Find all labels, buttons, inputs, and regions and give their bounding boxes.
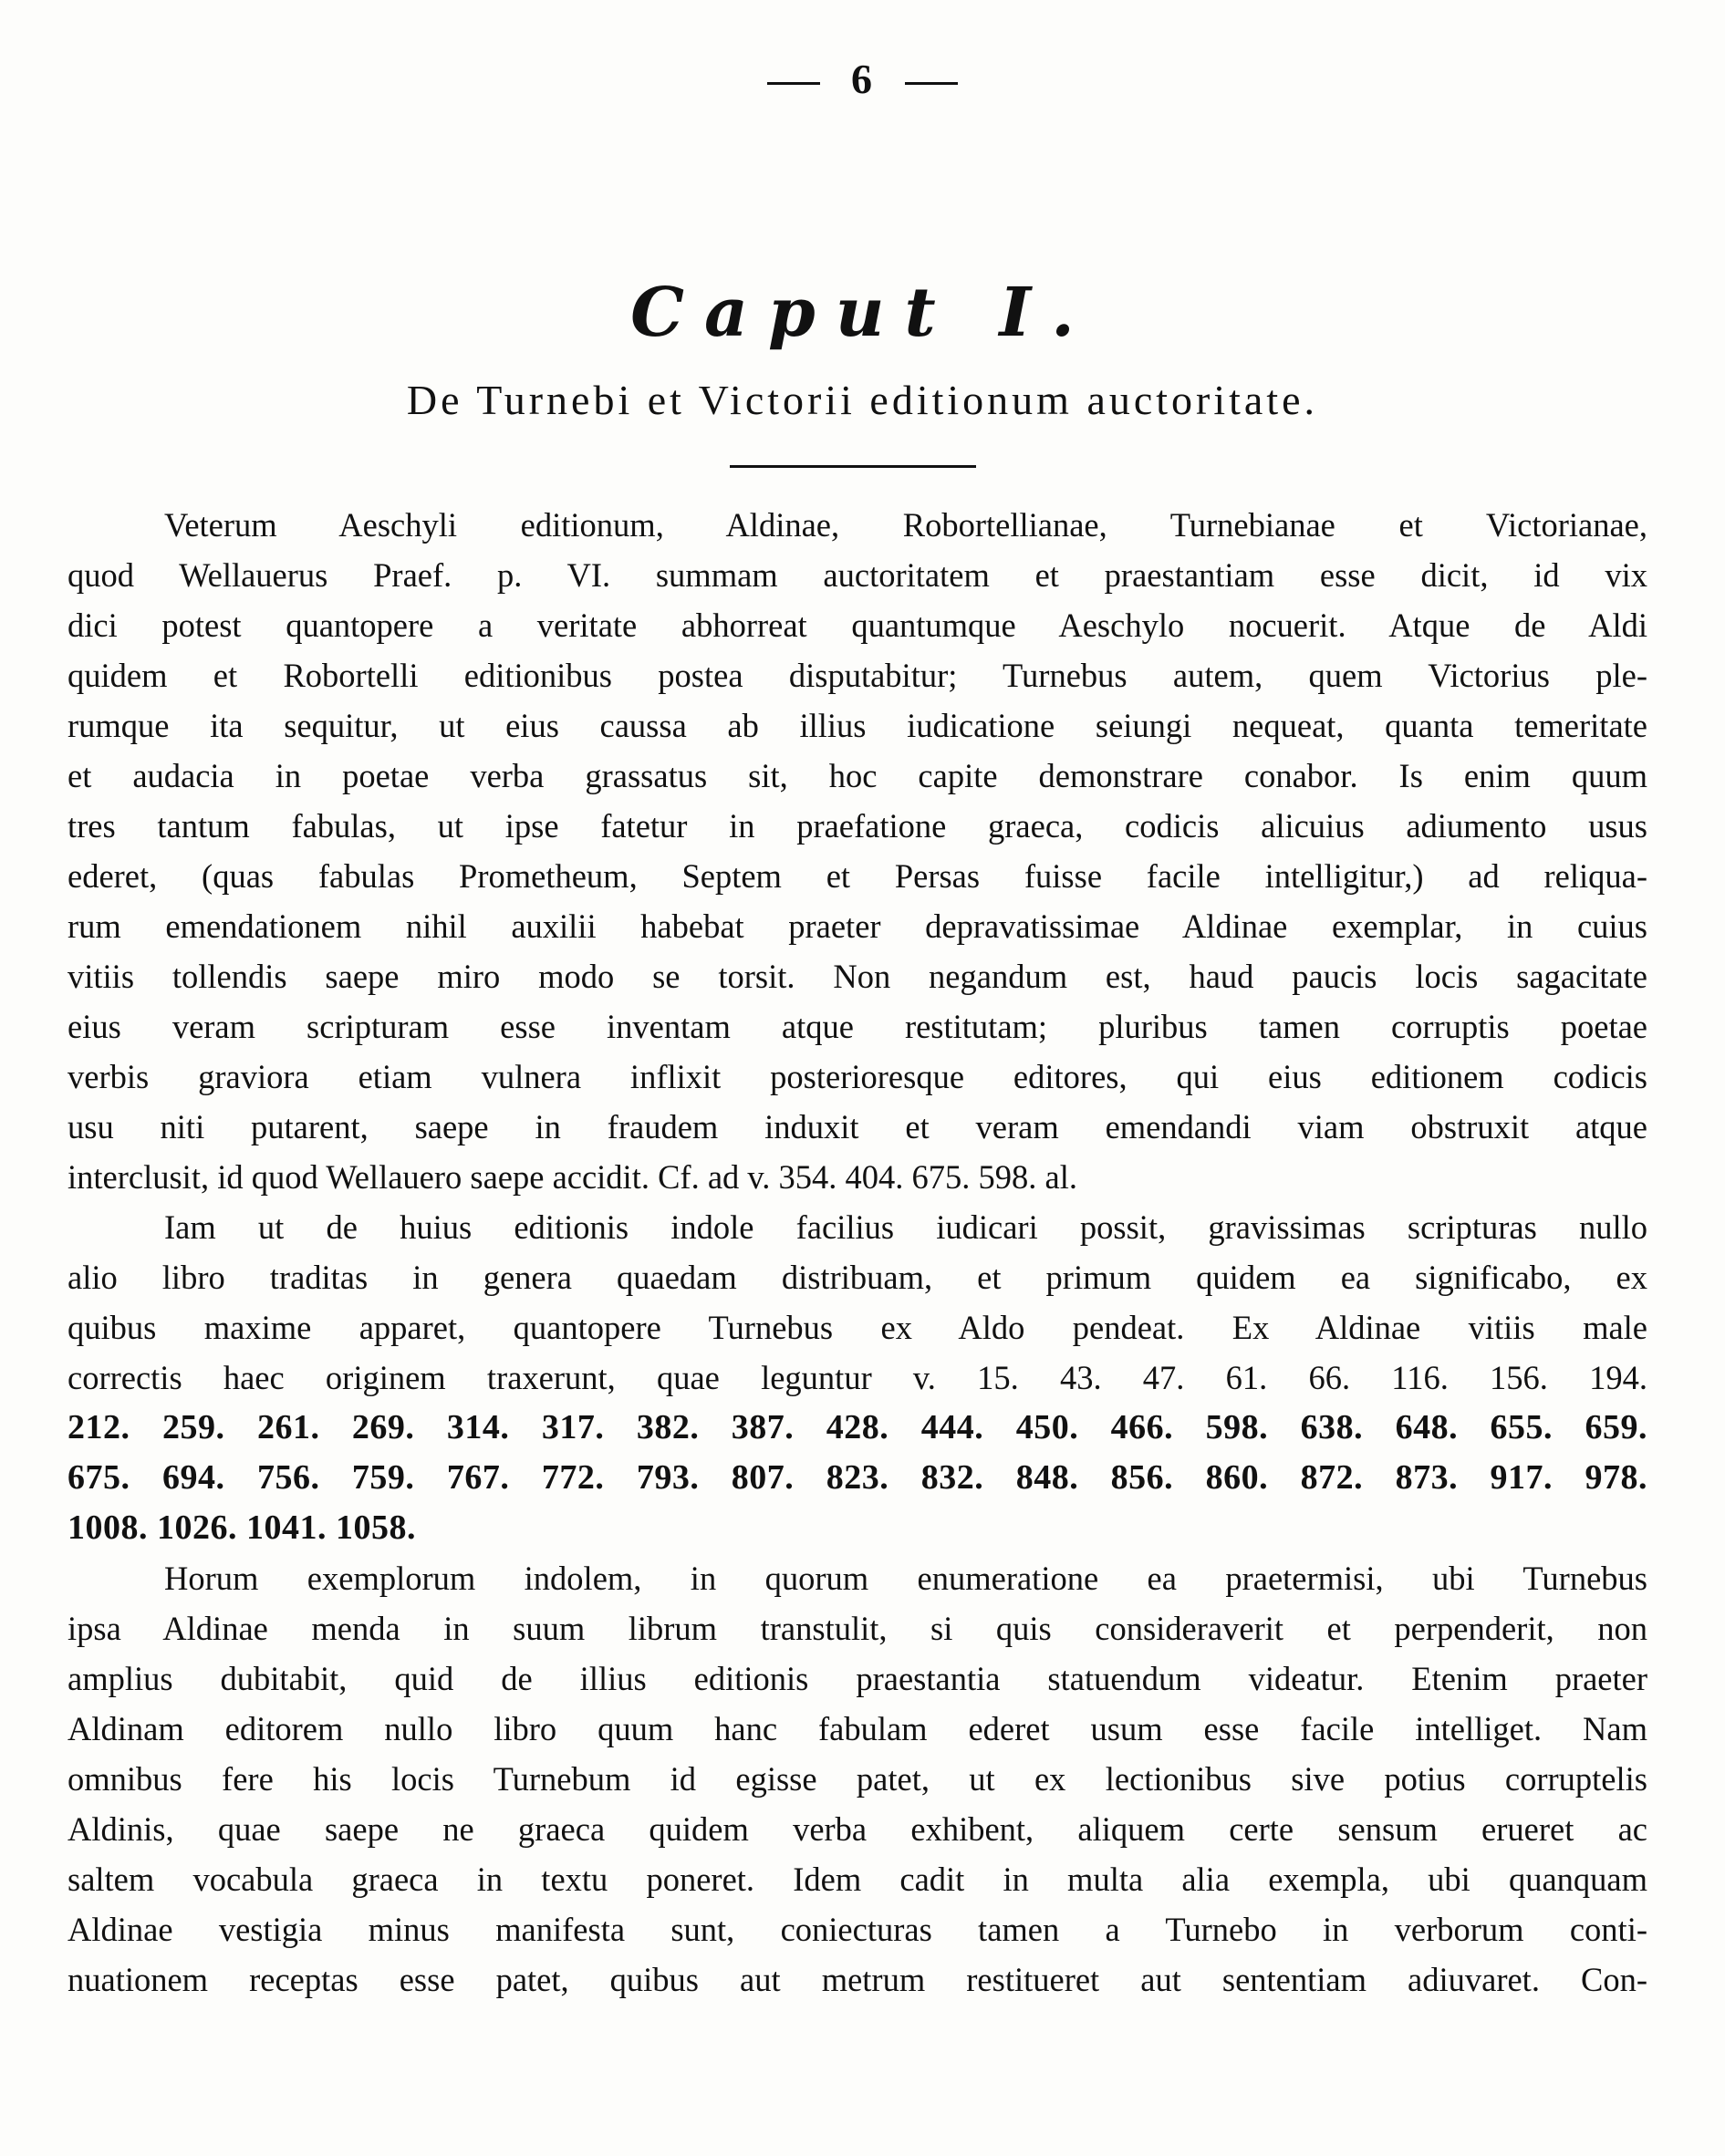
text-line: 212. 259. 261. 269. 314. 317. 382. 387. 428. 444. 450. 466. 598. 638. 648. 655. 659. [68, 1408, 1647, 1446]
text-line: dici potest quantopere a veritate abhorreat quantumque Aeschylo nocuerit. Atque de Aldi [68, 606, 1647, 644]
text-line: verbis graviora etiam vulnera inflixit posterioresque editores, qui eius editionem codicis [68, 1058, 1647, 1095]
text-line: Veterum Aeschyli editionum, Aldinae, Robortellianae, Turnebianae et Victorianae, [164, 506, 1647, 544]
text-line: ipsa Aldinae menda in suum librum transtulit, si quis consideraverit et perpenderit, non [68, 1610, 1647, 1647]
text-line: 1008. 1026. 1041. 1058. [68, 1508, 416, 1547]
text-line: et audacia in poetae verba grassatus sit, hoc capite demonstrare conabor. Is enim quum [68, 757, 1647, 794]
text-line: usu niti putarent, saepe in fraudem induxit et veram emendandi viam obstruxit atque [68, 1108, 1647, 1145]
text-line: eius veram scripturam esse inventam atque restitutam; pluribus tamen corruptis poetae [68, 1008, 1647, 1045]
text-line: ederet, (quas fabulas Prometheum, Septem et Persas fuisse facile intelligitur,) ad reliqua- [68, 857, 1647, 895]
page-number-header [0, 55, 1725, 103]
text-line: saltem vocabula graeca in textu poneret. Idem cadit in multa alia exempla, ubi quanquam [68, 1861, 1647, 1898]
text-line: tres tantum fabulas, ut ipse fatetur in praefatione graeca, codicis alicuius adiumento usus [68, 807, 1647, 845]
text-line: nuationem receptas esse patet, quibus aut metrum restitueret aut sententiam adiuvaret. Con- [68, 1961, 1647, 1998]
text-line: quod Wellauerus Praef. p. VI. summam auctoritatem et praestantiam esse dicit, id vix [68, 556, 1647, 594]
text-line: correctis haec originem traxerunt, quae leguntur v. 15. 43. 47. 61. 66. 116. 156. 194. [68, 1359, 1647, 1396]
body-text [68, 500, 1647, 2005]
chapter-subtitle: De Turnebi et Victorii editionum auctoritate. [406, 377, 1319, 423]
text-line: alio libro traditas in genera quaedam distribuam, et primum quidem ea significabo, ex [68, 1259, 1647, 1296]
text-line: interclusit, id quod Wellauero saepe accidit. Cf. ad v. 354. 404. 675. 598. al. [68, 1158, 1078, 1196]
text-line: quidem et Robortelli editionibus postea disputabitur; Turnebus autem, quem Victorius ple- [68, 657, 1647, 694]
page-number: 6 [851, 56, 874, 102]
text-line: Aldinae vestigia minus manifesta sunt, coniecturas tamen a Turnebo in verborum conti- [68, 1911, 1647, 1948]
text-line: Aldinis, quae saepe ne graeca quidem verba exhibent, aliquem certe sensum erueret ac [68, 1810, 1647, 1848]
left-dash [767, 82, 820, 85]
text-line: 675. 694. 756. 759. 767. 772. 793. 807. 823. 832. 848. 856. 860. 872. 873. 917. 978. [68, 1458, 1647, 1497]
chapter-title: Caput I. [630, 274, 1095, 352]
text-line: vitiis tollendis saepe miro modo se torsit. Non negandum est, haud paucis locis sagacitate [68, 958, 1647, 995]
text-line: quibus maxime apparet, quantopere Turnebus ex Aldo pendeat. Ex Aldinae vitiis male [68, 1309, 1647, 1346]
text-line: amplius dubitabit, quid de illius editionis praestantia statuendum videatur. Etenim praeter [68, 1660, 1647, 1697]
text-line: Horum exemplorum indolem, in quorum enumeratione ea praetermisi, ubi Turnebus [164, 1560, 1647, 1597]
text-line: Aldinam editorem nullo libro quum hanc fabulam ederet usum esse facile intelliget. Nam [68, 1710, 1647, 1747]
text-line: rum emendationem nihil auxilii habebat praeter depravatissimae Aldinae exemplar, in cuius [68, 907, 1647, 945]
text-line: Iam ut de huius editionis indole facilius iudicari possit, gravissimas scripturas nullo [164, 1208, 1647, 1246]
text-line: omnibus fere his locis Turnebum id egisse patet, ut ex lectionibus sive potius corruptelis [68, 1760, 1647, 1798]
text-line: rumque ita sequitur, ut eius caussa ab illius iudicatione seiungi nequeat, quanta temeritate [68, 707, 1647, 744]
right-dash [905, 82, 958, 85]
title-rule [730, 465, 976, 468]
